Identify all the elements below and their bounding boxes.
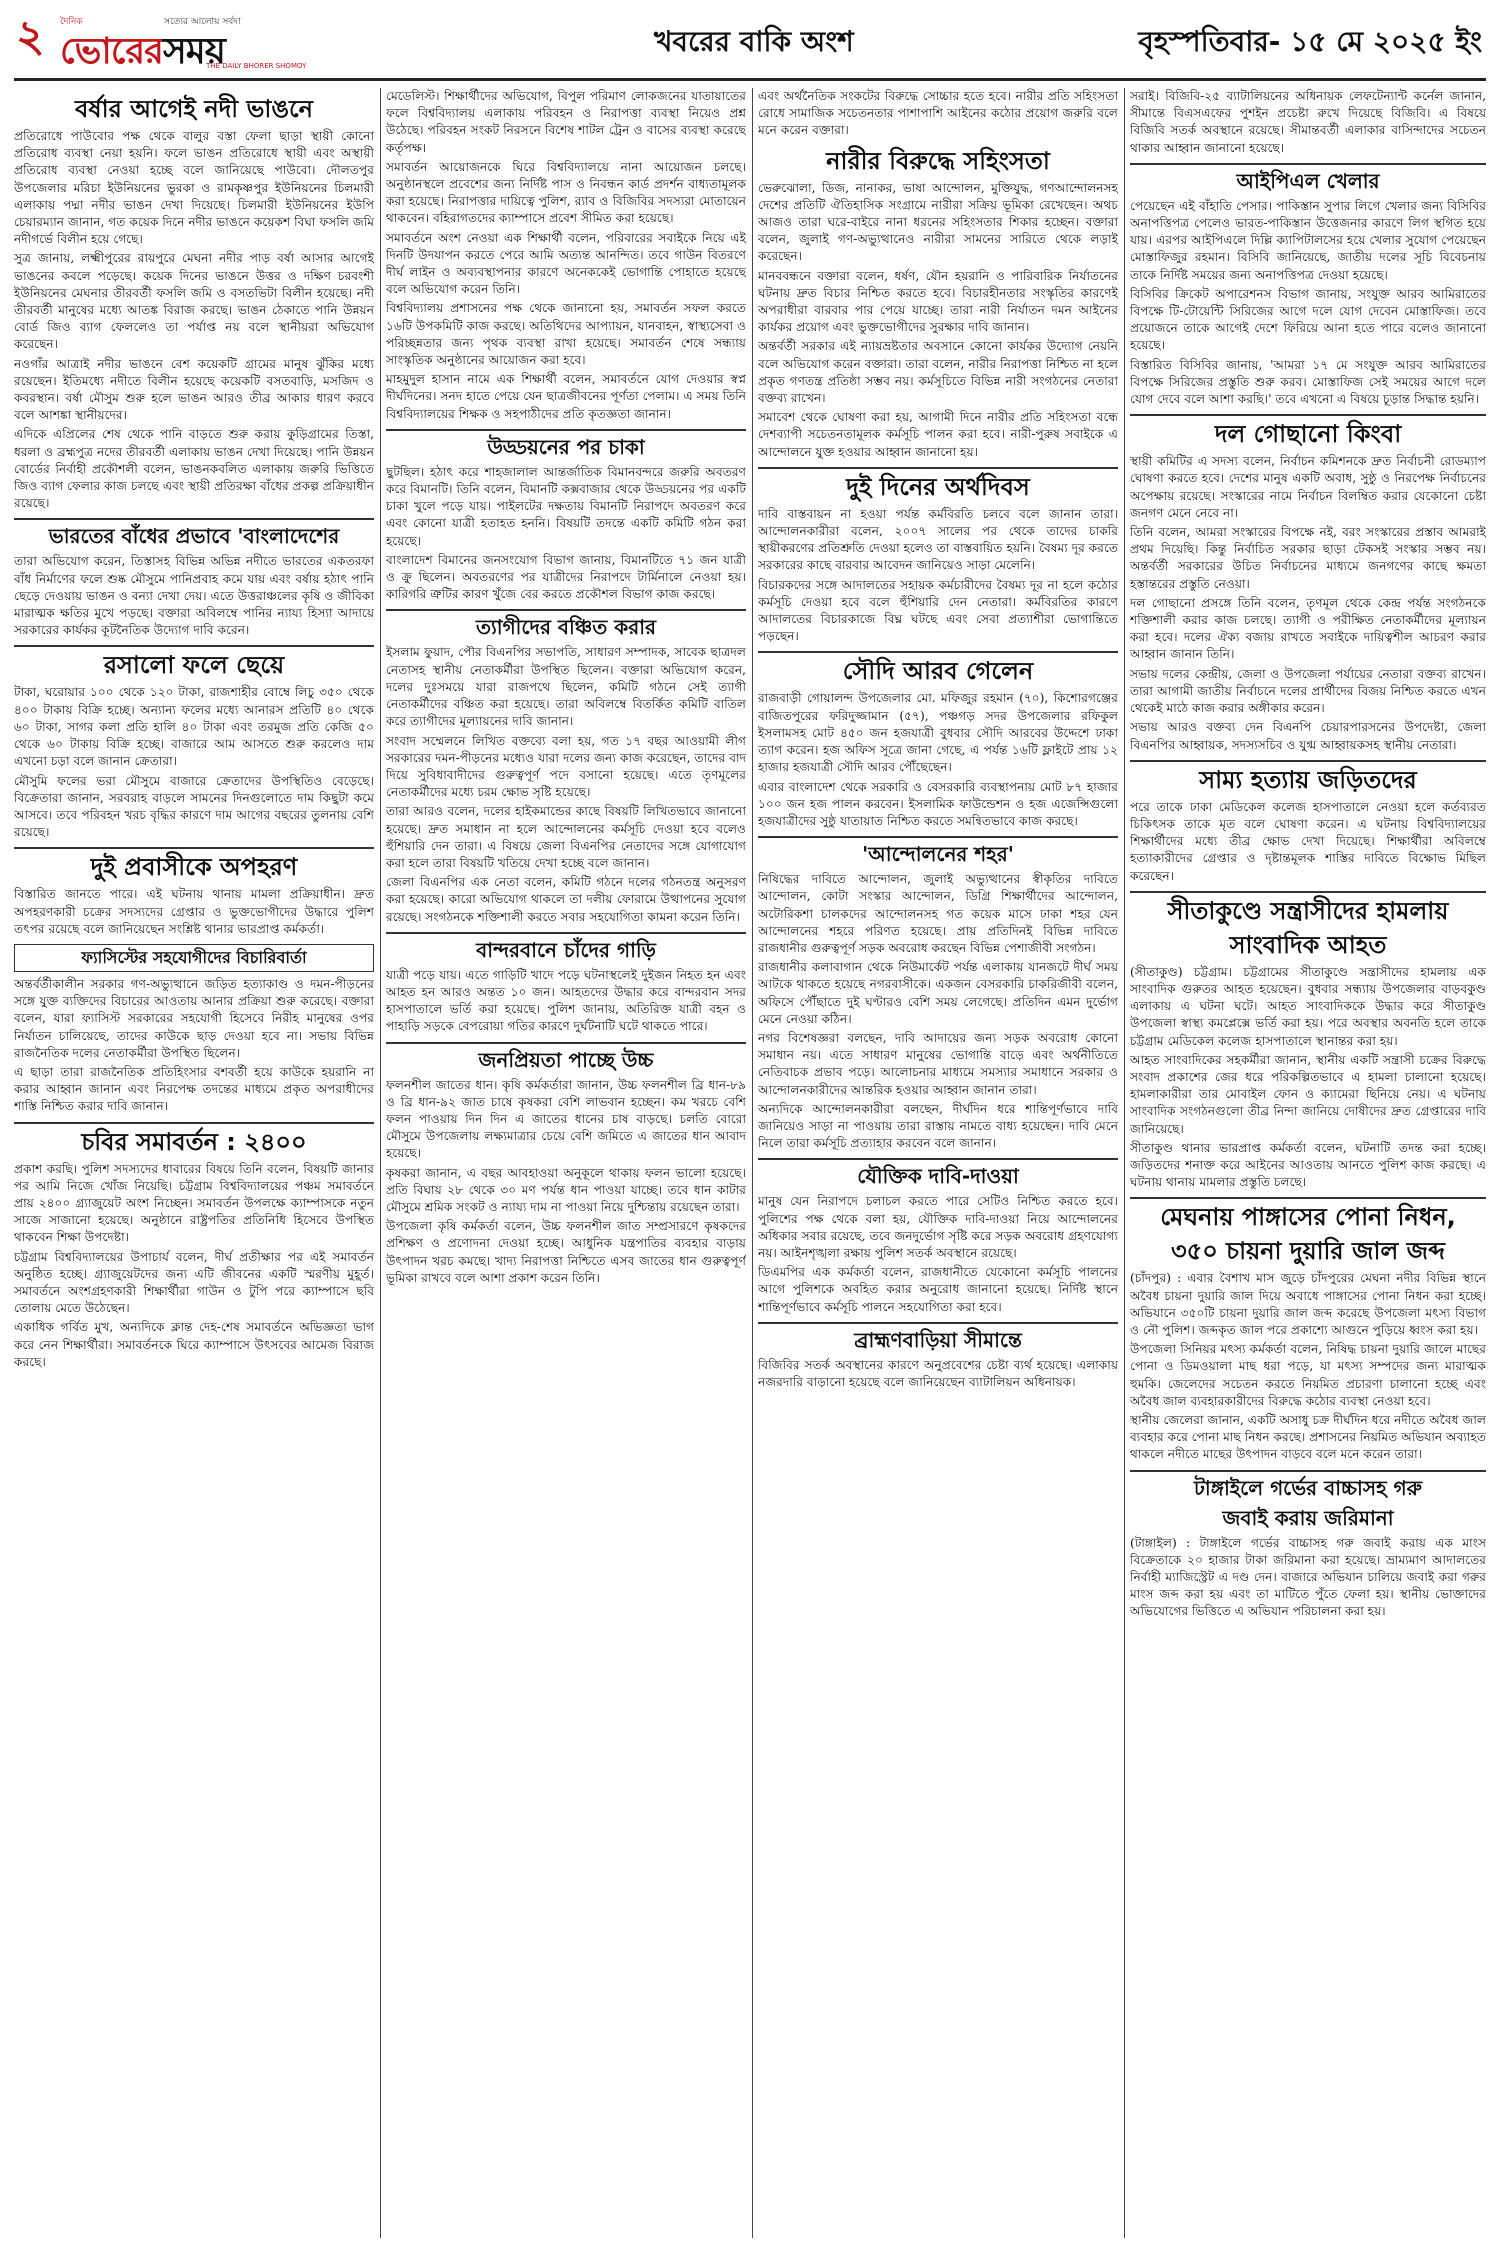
article-paragraph: জেলা বিএনপির এক নেতা বলেন, কমিটি গঠনে দলের গঠনতন্ত্র অনুসরণ করা হয়েছে। কারো অভিযোগ থাকলে তা দলীয় ফোরামে উত্থাপনের সুযোগ রয়েছে। সংগঠনকে শক্তিশালী করতে সবার সহযোগিতা কামনা করেন তিনি। <box>386 875 746 924</box>
article-paragraph: প্রতিরোধে পাউবোর পক্ষ থেকে বালুর বস্তা ফেলা ছাড়া স্থায়ী কোনো প্রতিরোধ ব্যবস্থা নেয়া হয়নি। ফলে ভাঙন প্রতিরোধে স্থায়ী এবং অস্থায়ী প্রতিরোধ ব্যবস্থা নেওয়া হচ্ছে বলে জানিয়েছে পাউবো। দৌলতপুর উপজেলার মরিচা ইউনিয়নের ভুরকা ও রামকৃষ্ণপুর ইউনিয়নের চিলমারী এলাকায় পদ্মা নদীর ভাঙন দেখা দিয়েছে। চিলমারী ইউনিয়নের ইউপি চেয়ারম্যান জানান, গত কয়েক দিনে নদীর ভাঙনে কয়েকশ বিঘা ফসলি জমি নদীগর্ভে বিলীন হয়ে গেছে। <box>14 129 374 247</box>
article-paragraph: অন্তর্বর্তীকালীন সরকার গণ-অভ্যুত্থানে জড়িত হত্যাকাণ্ড ও দমন-পীড়নের সঙ্গে যুক্ত ব্যক্তিদের বিচারের আওতায় আনার প্রক্রিয়া শুরু করেছে। বক্তারা বলেন, যারা ফ্যাসিস্ট সরকারের সহযোগী হিসেবে নিরীহ মানুষের ওপর নির্যাতন চালিয়েছে, তাদের কাউকে ছাড় দেওয়া হবে না। সভায় বিভিন্ন রাজনৈতিক দলের নেতাকর্মীরা উপস্থিত ছিলেন। <box>14 976 374 1060</box>
headline: সীতাকুণ্ডে সন্ত্রাসীদের হামলায় <box>1130 891 1486 926</box>
article-paragraph: অন্যদিকে আন্দোলনকারীরা বলছেন, দীর্ঘদিন ধরে শান্তিপূর্ণভাবে দাবি জানিয়েও সাড়া না পাওয়ায় তারা রাস্তায় নামতে বাধ্য হয়েছেন। দাবি মেনে নিলে তারা কর্মসূচি প্রত্যাহার করবেন বলে জানান। <box>758 1101 1118 1151</box>
article-paragraph: মানববন্ধনে বক্তারা বলেন, ধর্ষণ, যৌন হয়রানি ও পারিবারিক নির্যাতনের ঘটনায় দ্রুত বিচার নিশ্চিত করতে হবে। বিচারহীনতার সংস্কৃতির কারণেই অপরাধীরা বারবার পার পেয়ে যাচ্ছে। তারা নারী নির্যাতন দমন আইনের কার্যকর প্রয়োগ এবং ভুক্তভোগীদের সুরক্ষার দাবি জানান। <box>758 268 1118 335</box>
headline: মেঘনায় পাঙ্গাসের পোনা নিধন, <box>1130 1197 1486 1232</box>
logo-small-text: দৈনিক <box>60 17 83 27</box>
article-paragraph: টাকা, ঘরোয়ার ১০০ থেকে ১২০ টাকা, রাজশাহীর বোম্বে লিচু ৩৫০ থেকে ৪০০ টাকায় বিক্রি হচ্ছে। অন্যান্য ফলের মধ্যে আনারস প্রতিটি ৪০ থেকে ৬০ টাকা, সাগর কলা প্রতি হালি ৪০ টাকা এবং তরমুজ প্রতি কেজি ৫০ থেকে ৬০ টাকায় বিক্রি হচ্ছে। বাজারে আম আসতে শুরু করলেও দাম এখনো চড়া বলে জানান ক্রেতারা। <box>14 685 374 769</box>
article-paragraph: (সীতাকুণ্ড) চট্টগ্রাম। চট্টগ্রামের সীতাকুণ্ডে সন্ত্রাসীদের হামলায় এক সাংবাদিক গুরুতর আহত হয়েছেন। বুধবার সন্ধ্যায় উপজেলার বাড়বকুণ্ড এলাকায় এ ঘটনা ঘটে। আহত সাংবাদিককে উদ্ধার করে সীতাকুণ্ড উপজেলা স্বাস্থ্য কমপ্লেক্সে ভর্তি করা হয়। পরে অবস্থার অবনতি হলে তাকে চট্টগ্রাম মেডিকেল কলেজ হাসপাতালে স্থানান্তর করা হয়। <box>1130 964 1486 1048</box>
section-title: খবরের বাকি অংশ <box>654 25 854 58</box>
article-paragraph: মৌসুমি ফলের ভরা মৌসুমে বাজারে ক্রেতাদের উপস্থিতিও বেড়েছে। বিক্রেতারা জানান, সরবরাহ বাড়লে সামনের দিনগুলোতে দাম কিছুটা কমে আসবে। তবে পরিবহন খরচ বৃদ্ধির কারণে দাম আগের বছরের তুলনায় বেশি রয়েছে। <box>14 773 374 840</box>
article-paragraph: বিস্তারিত বিসিবির জানায়, 'আমরা ১৭ মে সংযুক্ত আরব আমিরাতের বিপক্ষে সিরিজের প্রস্তুতি শুরু করব। মোস্তাফিজ সেই সময়ের আগে দলে যোগ দেবে বলে আশা করছি।' তবে এখনো এ বিষয়ে চূড়ান্ত সিদ্ধান্ত হয়নি। <box>1130 357 1486 407</box>
article-paragraph: যাত্রী পড়ে যায়। এতে গাড়িটি খাদে পড়ে ঘটনাস্থলেই দুইজন নিহত হন এবং আহত হন আরও অন্তত ১০ জন। আহতদের উদ্ধার করে বান্দরবান সদর হাসপাতালে ভর্তি করা হয়েছে। পুলিশ জানায়, অতিরিক্ত যাত্রী বহন ও পাহাড়ি সড়কে বেপরোয়া গতির কারণে দুর্ঘটনাটি ঘটে থাকতে পারে। <box>386 967 746 1034</box>
article-paragraph: বিস্তারিত জানতে পারে। এই ঘটনায় থানায় মামলা প্রক্রিয়াধীন। দ্রুত অপহরণকারী চক্রের সদস্যদের গ্রেপ্তার ও ভুক্তভোগীদের উদ্ধারে পুলিশ তৎপর রয়েছে বলে জানিয়েছেন সংশ্লিষ্ট থানার ভারপ্রাপ্ত কর্মকর্তা। <box>14 887 374 936</box>
headline: উড্ডয়নের পর চাকা <box>386 429 746 460</box>
column-divider <box>1124 88 1125 2238</box>
headline: দুই প্রবাসীকে অপহরণ <box>14 847 374 882</box>
article-paragraph: রাজধানীর কলাবাগান থেকে নিউমার্কেট পর্যন্ত এলাকায় যানজটে দীর্ঘ সময় আটকে থাকতে হয়েছে নগরবাসীকে। একজন বেসরকারি চাকরিজীবী বলেন, অফিসে পৌঁছাতে দুই ঘণ্টারও বেশি সময় লেগেছে। প্রতিদিন এমন দুর্ভোগ মেনে নেওয়া কঠিন। <box>758 960 1118 1026</box>
article-paragraph: ইসলাম ফুয়াদ, পৌর বিএনপির সভাপতি, সাধারণ সম্পাদক, সাবেক ছাত্রদল নেতাসহ স্থানীয় নেতাকর্মীরা উপস্থিত ছিলেন। বক্তারা অভিযোগ করেন, দলের দুঃসময়ে যারা রাজপথে ছিলেন, কমিটি গঠনে সেই ত্যাগী নেতাকর্মীদের বঞ্চিত করা হয়েছে। তারা অবিলম্বে বিতর্কিত কমিটি বাতিল করে ত্যাগীদের মূল্যায়নের দাবি জানান। <box>386 645 746 729</box>
article-paragraph: আহত সাংবাদিকের সহকর্মীরা জানান, স্থানীয় একটি সন্ত্রাসী চক্রের বিরুদ্ধে সংবাদ প্রকাশের জের ধরে পরিকল্পিতভাবে এ হামলা চালানো হয়েছে। হামলাকারীরা তার মোবাইল ফোন ও ক্যামেরা ছিনিয়ে নেয়। এ ঘটনায় সাংবাদিক সংগঠনগুলো তীব্র নিন্দা জানিয়ে দোষীদের দ্রুত গ্রেপ্তারের দাবি জানিয়েছে। <box>1130 1052 1486 1136</box>
article-paragraph: সমাবর্তন আয়োজনকে ঘিরে বিশ্ববিদ্যালয়ে নানা আয়োজন চলছে। অনুষ্ঠানস্থলে প্রবেশের জন্য নির্দিষ্ট পাস ও নিবন্ধন কার্ড প্রদর্শন বাধ্যতামূলক করা হয়েছে। নিরাপত্তার দায়িত্বে পুলিশ, র‍্যাব ও বিজিবির সদস্যরা মোতায়েন থাকবেন। বহিরাগতদের ক্যাম্পাসে প্রবেশ সীমিত করা হয়েছে। <box>386 159 746 226</box>
column-divider <box>752 88 753 2238</box>
article-paragraph: (চাঁদপুর) : এবার বৈশাখ মাস জুড়ে চাঁদপুরের মেঘনা নদীর বিভিন্ন স্থানে অবৈধ চায়না দুয়ারি জাল দিয়ে অবাধে পাঙ্গাসের পোনা নিধন করা হচ্ছে। অভিযানে ৩৫০টি চায়না দুয়ারি জাল জব্দ করেছে উপজেলা মৎস্য বিভাগ ও নৌ পুলিশ। জব্দকৃত জাল পরে প্রকাশ্যে আগুনে পুড়িয়ে ধ্বংস করা হয়। <box>1130 1271 1486 1337</box>
article-paragraph: বাংলাদেশ বিমানের জনসংযোগ বিভাগ জানায়, বিমানটিতে ৭১ জন যাত্রী ও ক্রু ছিলেন। অবতরণের পর যাত্রীদের নিরাপদে টার্মিনালে নেওয়া হয়। কারিগরি ত্রুটির কারণ খুঁজে বের করতে প্রকৌশল বিভাগ কাজ করছে। <box>386 552 746 602</box>
headline-line-2: ৩৫০ চায়না দুয়ারি জাল জব্দ <box>1171 1237 1445 1266</box>
column-4 <box>1130 88 1486 2238</box>
article-paragraph: পেয়েছেন এই বাঁহাতি পেসার। পাকিস্তান সুপার লিগে খেলার জন্য বিসিবির অনাপত্তিপত্র পেলেও ভারত-পাকিস্তান উত্তেজনার কারণে লিগ স্থগিত হয়ে যায়। এরপর আইপিএলে দিল্লি ক্যাপিটালসের হয়ে খেলার সুযোগ পেয়েছেন মোস্তাফিজুর রহমান। বিসিবি জানিয়েছে, জাতীয় দলের সূচি বিবেচনায় তাকে নির্দিষ্ট সময়ের জন্য অনাপত্তিপত্র দেওয়া হয়েছে। <box>1130 198 1486 282</box>
headline: আইপিএল খেলার <box>1130 163 1486 194</box>
headline: রসালো ফলে ছেয়ে <box>14 645 374 680</box>
headline: ত্যাগীদের বঞ্চিত করার <box>386 609 746 640</box>
logo-tagline: THE DAILY BHORER SHOMOY <box>206 62 307 70</box>
dateline: বৃহস্পতিবার- ১৫ মে ২০২৫ ইং <box>1138 25 1482 58</box>
article-paragraph: স্থানীয় জেলেরা জানান, একটি অসাধু চক্র দীর্ঘদিন ধরে নদীতে অবৈধ জাল ব্যবহার করে পোনা মাছ নিধন করছে। প্রশাসনের নিয়মিত অভিযান অব্যাহত থাকলে নদীতে মাছের উৎপাদন বাড়বে বলে মনে করেন তারা। <box>1130 1412 1486 1462</box>
headline: ভারতের বাঁধের প্রভাবে 'বাংলাদেশের <box>14 518 374 549</box>
column-3 <box>758 88 1118 2238</box>
article-paragraph: ছুটছিল। হঠাৎ করে শাহজালাল আন্তর্জাতিক বিমানবন্দরে জরুরি অবতরণ করে বিমানটি। তিনি বলেন, বিমানটি কক্সবাজার থেকে উড্ডয়নের পর একটি চাকা খুলে পড়ে যায়। পাইলটের দক্ষতায় বিমানটি নিরাপদে অবতরণ করে এবং কোনো যাত্রী হতাহত হননি। বিষয়টি তদন্তে একটি কমিটি গঠন করা হয়েছে। <box>386 464 746 548</box>
headline: চবির সমাবর্তন : ২৪০০ <box>14 1122 374 1157</box>
headline: বান্দরবানে চাঁদের গাড়ি <box>386 932 746 963</box>
article-paragraph: সমাবর্তনে অংশ নেওয়া এক শিক্ষার্থী বলেন, পরিবারের সবাইকে নিয়ে এই দিনটি উদযাপন করতে পেরে আমি অত্যন্ত আনন্দিত। তবে গাউন বিতরণে দীর্ঘ লাইন ও অব্যবস্থাপনার কারণে অনেককেই ভোগান্তি পোহাতে হয়েছে বলে অভিযোগ করেন তিনি। <box>386 230 746 297</box>
article-paragraph: রাজবাড়ী গোয়ালন্দ উপজেলার মো. মফিজুর রহমান (৭০), কিশোরগঞ্জের বাজিতপুরের ফরিদুজ্জামান (৫৭), পঞ্চগড় সদর উপজেলার রফিকুল ইসলামসহ মোট ৪৫০ জন হজযাত্রী বুধবার সৌদি আরবের উদ্দেশে ঢাকা ত্যাগ করেন। হজ অফিস সূত্রে জানা গেছে, এ পর্যন্ত ১৬টি ফ্লাইটে প্রায় ১২ হাজার হজযাত্রী সৌদি আরব পৌঁছেছেন। <box>758 691 1118 775</box>
article-paragraph: মানুষ যেন নিরাপদে চলাচল করতে পারে সেটিও নিশ্চিত করতে হবে। পুলিশের পক্ষ থেকে বলা হয়, যৌক্তিক দাবি-দাওয়া নিয়ে আন্দোলনের অধিকার সবার রয়েছে, তবে জনদুর্ভোগ সৃষ্টি করে সড়ক অবরোধ গ্রহণযোগ্য নয়। আইনশৃঙ্খলা রক্ষায় পুলিশ সতর্ক অবস্থানে রয়েছে। <box>758 1194 1118 1260</box>
headline: দল গোছানো কিংবা <box>1130 414 1486 449</box>
article-paragraph: নিষিদ্ধের দাবিতে আন্দোলন, জুলাই অভ্যুত্থানের স্বীকৃতির দাবিতে আন্দোলন, কোটা সংস্কার আন্দোলন, ডিগ্রি শিক্ষার্থীদের আন্দোলন, অটোরিকশা চালকদের আন্দোলনসহ গত কয়েক মাসে ঢাকা শহর যেন আন্দোলনের শহরে পরিণত হয়েছে। প্রায় প্রতিদিনই বিভিন্ন দাবিতে রাজধানীর গুরুত্বপূর্ণ সড়ক অবরোধ করছেন বিভিন্ন পেশাজীবী সংগঠন। <box>758 872 1118 955</box>
newspaper-logo <box>56 14 356 72</box>
article-paragraph: বিজিবির সতর্ক অবস্থানের কারণে অনুপ্রবেশের চেষ্টা ব্যর্থ হয়েছে। এলাকায় নজরদারি বাড়ানো হয়েছে বলে জানিয়েছেন ব্যাটালিয়ন অধিনায়ক। <box>758 1357 1118 1389</box>
column-divider <box>380 88 381 2238</box>
article-paragraph: চট্টগ্রাম বিশ্ববিদ্যালয়ের উপাচার্য বলেন, দীর্ঘ প্রতীক্ষার পর এই সমাবর্তন অনুষ্ঠিত হচ্ছে। গ্র্যাজুয়েটদের জন্য এটি জীবনের একটি স্মরণীয় মুহূর্ত। সমাবর্তনে অংশগ্রহণকারী শিক্ষার্থীরা গাউন ও টুপি পরে ক্যাম্পাসে ছবি তোলায় মেতে উঠেছেন। <box>14 1249 374 1316</box>
headline: ব্রাহ্মণবাড়িয়া সীমান্তে <box>758 1322 1118 1353</box>
article-paragraph: উপজেলা কৃষি কর্মকর্তা বলেন, উচ্চ ফলনশীল জাত সম্প্রসারণে কৃষকদের প্রশিক্ষণ ও প্রণোদনা দেওয়া হচ্ছে। আধুনিক যন্ত্রপাতির ব্যবহার বাড়ায় উৎপাদন খরচ কমছে। খাদ্য নিরাপত্তা নিশ্চিতে এসব জাতের ধান গুরুত্বপূর্ণ ভূমিকা রাখবে বলে আশা প্রকাশ করেন তিনি। <box>386 1219 746 1285</box>
logo-name-b: সময় <box>162 31 225 72</box>
article-paragraph: পরে তাকে ঢাকা মেডিকেল কলেজ হাসপাতালে নেওয়া হলে কর্তব্যরত চিকিৎসক তাকে মৃত বলে ঘোষণা করেন। এ ঘটনায় বিশ্ববিদ্যালয়ের শিক্ষার্থীদের মধ্যে তীব্র ক্ষোভ দেখা দিয়েছে। শিক্ষার্থীরা অবিলম্বে হত্যাকারীদের গ্রেপ্তার ও দৃষ্টান্তমূলক শাস্তির দাবিতে বিক্ষোভ মিছিল করেছেন। <box>1130 799 1486 883</box>
article-paragraph: বিশ্ববিদ্যালয় প্রশাসনের পক্ষ থেকে জানানো হয়, সমাবর্তন সফল করতে ১৬টি উপকমিটি কাজ করছে। অতিথিদের আপ্যায়ন, যানবাহন, স্বাস্থ্যসেবা ও পরিচ্ছন্নতার জন্য পৃথক ব্যবস্থা রাখা হয়েছে। সমাবর্তন শেষে সন্ধ্যায় সাংস্কৃতিক অনুষ্ঠানের আয়োজন করা হবে। <box>386 301 746 368</box>
article-paragraph: দাবি বাস্তবায়ন না হওয়া পর্যন্ত কর্মবিরতি চলবে বলে জানান তারা। আন্দোলনকারীরা বলেন, ২০০৭ সালের পর থেকে তাদের চাকরি স্থায়ীকরণের প্রতিশ্রুতি দেওয়া হলেও তা বাস্তবায়িত হয়নি। বৈষম্য দূর করতে সরকারের কাছে বারবার আবেদন জানিয়েও সাড়া মেলেনি। <box>758 506 1118 573</box>
headline: নারীর বিরুদ্ধে সহিংসতা <box>826 146 1050 175</box>
headline: টাঙ্গাইলে গর্ভের বাচ্চাসহ গরু <box>1130 1470 1486 1501</box>
article-paragraph: তিনি বলেন, আমরা সংস্কারের বিপক্ষে নই, বরং সংস্কারের প্রস্তাব আমরাই প্রথম দিয়েছি। কিন্তু নির্বাচিত সরকার ছাড়া টেকসই সংস্কার সম্ভব নয়। অন্তর্বর্তী সরকারের উচিত নির্বাচনের মাধ্যমে জনগণের কাছে ক্ষমতা হস্তান্তরের প্রস্তুতি নেওয়া। <box>1130 525 1486 591</box>
headline: জনপ্রিয়তা পাচ্ছে উচ্চ <box>386 1042 746 1073</box>
headline-line-2: জবাই করায় জরিমানা <box>1222 1505 1394 1530</box>
article-paragraph: স্থায়ী কমিটির এ সদস্য বলেন, নির্বাচন কমিশনকে দ্রুত নির্বাচনী রোডম্যাপ ঘোষণা করতে হবে। দেশের মানুষ একটি অবাধ, সুষ্ঠু ও নিরপেক্ষ নির্বাচনের অপেক্ষায় রয়েছে। সংস্কারের নামে নির্বাচন বিলম্বিত করার যেকোনো চেষ্টা জনগণ মেনে নেবে না। <box>1130 454 1486 520</box>
article-paragraph: বিচারকদের সঙ্গে আদালতের সহায়ক কর্মচারীদের বৈষম্য দূর না হলে কঠোর কর্মসূচি দেওয়া হবে বলে হুঁশিয়ারি দেন নেতারা। কর্মবিরতির কারণে আদালতের বিচারকাজে বিঘ্ন ঘটছে এবং সেবা প্রত্যাশীরা ভোগান্তিতে পড়ছেন। <box>758 577 1118 644</box>
article-paragraph: তারা আরও বলেন, দলের হাইকমান্ডের কাছে বিষয়টি লিখিতভাবে জানানো হয়েছে। দ্রুত সমাধান না হলে আন্দোলনের কর্মসূচি দেওয়া হবে বলেও হুঁশিয়ারি দেন তারা। এ বিষয়ে জেলা বিএনপির নেতাদের সঙ্গে যোগাযোগ করা হলে তারা বিষয়টি খতিয়ে দেখা হচ্ছে বলে জানান। <box>386 804 746 870</box>
headline: ফ্যাসিস্টের সহযোগীদের বিচারিবার্তা <box>14 944 374 972</box>
headline: সাম্য হত্যায় জড়িতদের <box>1130 760 1486 795</box>
logo-slogan: সত্যের আলোয় সর্বদা <box>164 17 241 27</box>
article-paragraph: সভায় দলের কেন্দ্রীয়, জেলা ও উপজেলা পর্যায়ের নেতারা বক্তব্য রাখেন। তারা আগামী জাতীয় নির্বাচনে দলের প্রার্থীদের বিজয় নিশ্চিত করতে এখন থেকেই মাঠে কাজ করার অঙ্গীকার করেন। <box>1130 666 1486 716</box>
article-paragraph: (টাঙ্গাইল) : টাঙ্গাইলে গর্ভের বাচ্চাসহ গরু জবাই করায় এক মাংস বিক্রেতাকে ২০ হাজার টাকা জরিমানা করা হয়েছে। ভ্রাম্যমাণ আদালতের নির্বাহী ম্যাজিস্ট্রেট এ দণ্ড দেন। বাজারে অভিযান চালিয়ে জবাই করা গরুর মাংস জব্দ করা হয় এবং তা মাটিতে পুঁতে ফেলা হয়। স্থানীয় ভোক্তাদের অভিযোগের ভিত্তিতে এ অভিযান পরিচালনা করা হয়। <box>1130 1535 1486 1619</box>
article-paragraph: উপজেলা সিনিয়র মৎস্য কর্মকর্তা বলেন, নিষিদ্ধ চায়না দুয়ারি জালে মাছের পোনা ও ডিমওয়ালা মাছ ধরা পড়ে, যা মৎস্য সম্পদের জন্য মারাত্মক হুমকি। জেলেদের সচেতন করতে নিয়মিত প্রচারণা চালানো হচ্ছে এবং অবৈধ জাল ব্যবহারকারীদের বিরুদ্ধে কঠোর ব্যবস্থা নেওয়া হবে। <box>1130 1342 1486 1408</box>
article-paragraph: এবার বাংলাদেশ থেকে সরকারি ও বেসরকারি ব্যবস্থাপনায় মোট ৮৭ হাজার ১০০ জন হজ পালন করবেন। ইসলামিক ফাউন্ডেশন ও হজ এজেন্সিগুলো হজযাত্রীদের সুষ্ঠু যাতায়াত নিশ্চিত করতে সমন্বিতভাবে কাজ করছে। <box>758 779 1118 828</box>
article-paragraph: অন্তর্বর্তী সরকার এই ন্যায়ভ্রষ্টতার অবসানে কোনো কার্যকর উদ্যোগ নেয়নি বলে অভিযোগ করেন বক্তারা। তারা বলেন, নারীর নিরাপত্তা নিশ্চিত না হলে প্রকৃত গণতন্ত্র প্রতিষ্ঠা সম্ভব নয়। কর্মসূচিতে বিভিন্ন নারী সংগঠনের নেতারা বক্তব্য রাখেন। <box>758 339 1118 406</box>
article-paragraph: সুত্র জানায়, লক্ষ্মীপুরের রায়পুরে মেঘনা নদীর পাড় বর্ষা আসার আগেই ভাঙনের কবলে পড়েছে। কয়েক দিনের ভাঙনে উত্তর ও দক্ষিণ চরবংশী ইউনিয়নের মেঘনার তীরবর্তী ফসলি জমি ও বসতভিটা বিলীন হয়েছে। নদী তীরবর্তী মানুষের মধ্যে আতঙ্ক বিরাজ করছে। ভাঙন ঠেকাতে পানি উন্নয়ন বোর্ড জিও ব্যাগ ফেললেও তা পর্যাপ্ত নয় বলে স্থানীয়রা অভিযোগ করেছেন। <box>14 251 374 352</box>
column-2 <box>386 88 746 2238</box>
article-paragraph: সরাই। বিজিবি-২৫ ব্যাটালিয়নের অধিনায়ক লেফটেন্যান্ট কর্নেল জানান, সীমান্তে বিএসএফের পুশইন প্রচেষ্টা রুখে দিয়েছে বিজিবি। এ বিষয়ে বিজিবি সতর্ক অবস্থানে রয়েছে। সীমান্তবর্তী এলাকার বাসিন্দাদের সচেতন থাকার আহ্বান জানানো হয়েছে। <box>1130 89 1486 155</box>
headline: যৌক্তিক দাবি-দাওয়া <box>758 1158 1118 1189</box>
headline-line-2: সাংবাদিক আহত <box>1229 930 1387 959</box>
article-paragraph: মেডেলিস্ট। শিক্ষার্থীদের অভিযোগ, বিপুল পরিমাণ লোকজনের যাতায়াতের ফলে বিশ্ববিদ্যালয় এলাকায় পরিবহন ও নিরাপত্তা ব্যবস্থা নিয়েও প্রশ্ন উঠেছে। পরিবহন সংকট নিরসনে বিশেষ শাটল ট্রেন ও বাসের ব্যবস্থা করেছে কর্তৃপক্ষ। <box>386 89 746 155</box>
article-paragraph: বিসিবির ক্রিকেট অপারেশনস বিভাগ জানায়, সংযুক্ত আরব আমিরাতের বিপক্ষে টি-টোয়েন্টি সিরিজের আগে দলে যোগ দেবেন মোস্তাফিজ। তবে প্রয়োজনে তাকে আগেই দেশে ফিরিয়ে আনা হতে পারে বলেও জানানো হয়েছে। <box>1130 286 1486 353</box>
article-paragraph: সভায় আরও বক্তব্য দেন বিএনপি চেয়ারপারসনের উপদেষ্টা, জেলা বিএনপির আহ্বায়ক, সদস্যসচিব ও যুগ্ম আহ্বায়কসহ স্থানীয় নেতারা। <box>1130 720 1486 752</box>
newspaper-page <box>14 8 1486 2242</box>
article-paragraph: একাধিক গর্বিত মুখ, অন্যদিকে ক্লান্ত দেহ-শেষ সমাবর্তনে অভিজ্ঞতা ভাগ করে নেন শিক্ষার্থীরা। সমাবর্তনকে ঘিরে ক্যাম্পাসে উৎসবের আমেজ বিরাজ করছে। <box>14 1320 374 1369</box>
article-paragraph: ফলনশীল জাতের ধান। কৃষি কর্মকর্তারা জানান, উচ্চ ফলনশীল ব্রি ধান-৮৯ ও ব্রি ধান-৯২ জাত চাষে কৃষকরা বেশি লাভবান হচ্ছেন। কম খরচে বেশি ফলন পাওয়ায় দিন দিন এ জাতের ধানের চাষ বাড়ছে। চলতি বোরো মৌসুমে উপজেলায় লক্ষ্যমাত্রার চেয়ে বেশি জমিতে এ জাতের ধান আবাদ হয়েছে। <box>386 1077 746 1161</box>
article-paragraph: ডিএমপির এক কর্মকর্তা বলেন, রাজধানীতে যেকোনো কর্মসূচি পালনের আগে পুলিশকে অবহিত করার অনুরোধ জানানো হয়েছে। নির্দিষ্ট স্থানে শান্তিপূর্ণভাবে কর্মসূচি পালনে সহযোগিতা করা হবে। <box>758 1265 1118 1314</box>
column-1 <box>14 88 374 2238</box>
logo-name-a: ভোরের <box>60 31 163 72</box>
logo-name <box>60 24 225 84</box>
article-paragraph: কৃষকরা জানান, এ বছর আবহাওয়া অনুকূলে থাকায় ফলন ভালো হয়েছে। প্রতি বিঘায় ২৮ থেকে ৩০ মণ পর্যন্ত ধান পাওয়া যাচ্ছে। তবে ধান কাটার মৌসুমে শ্রমিক সংকট ও ন্যায্য দাম না পাওয়া নিয়ে দুশ্চিন্তায় রয়েছেন তারা। <box>386 1165 746 1214</box>
article-paragraph: মাহমুদুল হাসান নামে এক শিক্ষার্থী বলেন, সমাবর্তনে যোগ দেওয়ার স্বপ্ন দীর্ঘদিনের। সনদ হাতে পেয়ে যেন ছাত্রজীবনের পূর্ণতা পেলাম। এ সময় তিনি বিশ্ববিদ্যালয়ের শিক্ষক ও সহপাঠীদের প্রতি কৃতজ্ঞতা জানান। <box>386 372 746 421</box>
article-paragraph: দল গোছানো প্রসঙ্গে তিনি বলেন, তৃণমূল থেকে কেন্দ্র পর্যন্ত সংগঠনকে শক্তিশালী করার কাজ চলছে। ত্যাগী ও পরীক্ষিত নেতাকর্মীদের মূল্যায়ন করা হবে। দলের ঐক্য বজায় রাখতে সবাইকে দায়িত্বশীল আচরণ করার আহ্বান জানান তিনি। <box>1130 595 1486 662</box>
article-paragraph: এদিকে এপ্রিলের শেষ থেকে পানি বাড়তে শুরু করায় কুড়িগ্রামের তিস্তা, ধরলা ও ব্রহ্মপুত্র নদের তীরবর্তী এলাকায় ভাঙন দেখা দিয়েছে। পানি উন্নয়ন বোর্ডের নির্বাহী প্রকৌশলী বলেন, ভাঙনকবলিত এলাকায় জরুরি ভিত্তিতে জিও ব্যাগ ফেলার কাজ চলছে এবং স্থায়ী প্রতিরক্ষা বাঁধের প্রকল্প প্রক্রিয়াধীন রয়েছে। <box>14 427 374 511</box>
article-paragraph: এ ছাড়া তারা রাজনৈতিক প্রতিহিংসার বশবর্তী হয়ে কাউকে হয়রানি না করার আহ্বান জানান এবং নিরপেক্ষ তদন্তের মাধ্যমে প্রকৃত অপরাধীদের শাস্তি নিশ্চিত করার দাবি জানান। <box>14 1064 374 1114</box>
masthead <box>14 8 1486 81</box>
article-paragraph: সীতাকুণ্ড থানার ভারপ্রাপ্ত কর্মকর্তা বলেন, ঘটনাটি তদন্ত করা হচ্ছে। জড়িতদের শনাক্ত করে আইনের আওতায় আনতে পুলিশ কাজ করছে। এ ঘটনায় থানায় মামলার প্রস্তুতি চলছে। <box>1130 1140 1486 1190</box>
headline: বর্ষার আগেই নদী ভাঙনে <box>75 95 313 123</box>
headline: সৌদি আরব গেলেন <box>758 651 1118 686</box>
article-paragraph: প্রকাশ করছি। পুলিশ সদস্যদের ধাবারের বিষয়ে তিনি বলেন, বিষয়টি জানার পর আমি নিজে খোঁজ নিয়েছি। চট্টগ্রাম বিশ্ববিদ্যালয়ের পঞ্চম সমাবর্তনে প্রায় ২৪০০ গ্র্যাজুয়েট অংশ নিচ্ছেন। সমাবর্তন উপলক্ষে ক্যাম্পাসকে নতুন সাজে সাজানো হয়েছে। অনুষ্ঠানে রাষ্ট্রপতির প্রতিনিধি হিসেবে উপস্থিত থাকবেন শিক্ষা উপদেষ্টা। <box>14 1161 374 1245</box>
article-paragraph: সংবাদ সম্মেলনে লিখিত বক্তব্যে বলা হয়, গত ১৭ বছর আওয়ামী লীগ সরকারের দমন-পীড়নের মধ্যেও যারা দলের জন্য কাজ করেছেন, তাদের বাদ দিয়ে সুবিধাবাদীদের গুরুত্বপূর্ণ পদে বসানো হয়েছে। এতে তৃণমূলের নেতাকর্মীদের মধ্যে চরম ক্ষোভ সৃষ্টি হয়েছে। <box>386 733 746 800</box>
headline: 'আন্দোলনের শহর' <box>758 836 1118 867</box>
page-number: ২ <box>16 11 45 62</box>
article-paragraph: ভেরুঝোলা, ডিজ, নানাকর, ভাষা আন্দোলন, মুক্তিযুদ্ধ, গণআন্দোলনসহ দেশের প্রতিটি ঐতিহাসিক সংগ্রামে নারীরা সক্রিয় ভূমিকা রেখেছেন। অথচ আজও তারা ঘরে-বাইরে নানা ধরনের সহিংসতার শিকার হচ্ছেন। বক্তারা বলেন, জুলাই গণ-অভ্যুত্থানেও নারীরা সামনের সারিতে থেকে লড়াই করেছেন। <box>758 180 1118 264</box>
article-paragraph: নওগাঁর আত্রাই নদীর ভাঙনে বেশ কয়েকটি গ্রামের মানুষ ঝুঁকির মধ্যে রয়েছেন। ইতিমধ্যে নদীতে বিলীন হয়েছে কয়েকটি বসতবাড়ি, মসজিদ ও কবরস্থান। বর্ষা মৌসুম শুরু হলে ভাঙন আরও তীব্র আকার ধারণ করবে বলে আশঙ্কা স্থানীয়দের। <box>14 356 374 423</box>
article-paragraph: নগর বিশেষজ্ঞরা বলছেন, দাবি আদায়ের জন্য সড়ক অবরোধ কোনো সমাধান নয়। এতে সাধারণ মানুষের ভোগান্তি বাড়ে এবং অর্থনীতিতে নেতিবাচক প্রভাব পড়ে। আলোচনার মাধ্যমে সমস্যার সমাধানে সরকার ও আন্দোলনকারীদের আন্তরিক হওয়ার আহ্বান জানান তারা। <box>758 1030 1118 1097</box>
article-paragraph: এবং অর্থনৈতিক সংকটের বিরুদ্ধে সোচ্চার হতে হবে। নারীর প্রতি সহিংসতা রোধে সামাজিক সচেতনতার পাশাপাশি আইনের কঠোর প্রয়োগ জরুরি বলে মনে করেন বক্তারা। <box>758 89 1118 138</box>
article-paragraph: সমাবেশ থেকে ঘোষণা করা হয়, আগামী দিনে নারীর প্রতি সহিংসতা বন্ধে দেশব্যাপী সচেতনতামূলক কর্মসূচি পালন করা হবে। নারী-পুরুষ সবাইকে এ আন্দোলনে যুক্ত হওয়ার আহ্বান জানানো হয়। <box>758 410 1118 459</box>
headline: দুই দিনের অর্থদিবস <box>758 467 1118 502</box>
article-paragraph: তারা অভিযোগ করেন, তিস্তাসহ বিভিন্ন অভিন্ন নদীতে ভারতের একতরফা বাঁধ নির্মাণের ফলে শুষ্ক মৌসুমে পানিপ্রবাহ কমে যায় এবং বর্ষায় হঠাৎ পানি ছেড়ে দেওয়ায় ভাঙন ও বন্যা দেখা দেয়। এতে উত্তরাঞ্চলের কৃষি ও জীবিকা মারাত্মক ক্ষতির মুখে পড়ছে। বক্তারা অবিলম্বে পানির ন্যায্য হিস্যা আদায়ে সরকারের কার্যকর কূটনৈতিক উদ্যোগ দাবি করেন। <box>14 554 374 638</box>
